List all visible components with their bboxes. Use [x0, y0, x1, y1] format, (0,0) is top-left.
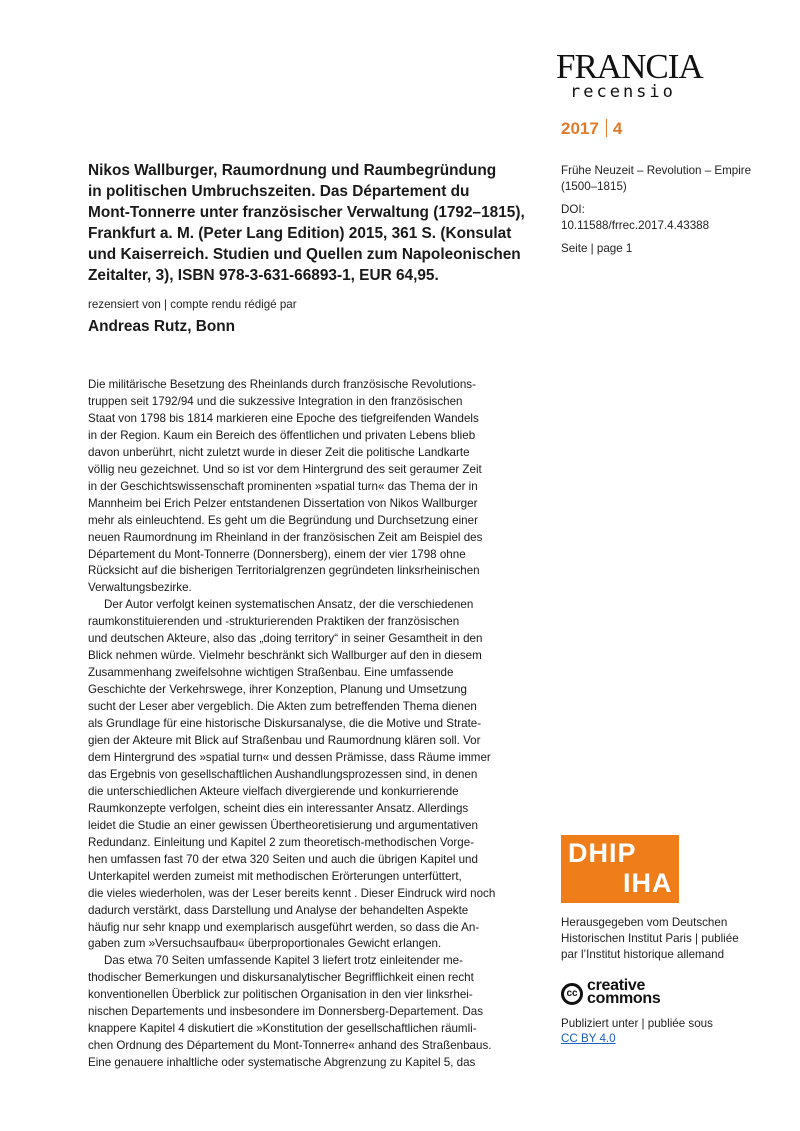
francia-recensio-logo	[556, 47, 716, 102]
body-line: hen umfassen fast 70 der etwa 320 Seiten und auch die übrigen Kapitel und	[88, 852, 478, 866]
body-line: Zusammenhang zweifelsohne wichtigen Straßenbau. Eine umfassende	[88, 666, 454, 680]
body-line: in der Geschichtswissenschaft prominenten »spatial turn« das Thema der in	[88, 479, 478, 493]
issue-label	[561, 119, 622, 139]
body-line: Redundanz. Einleitung und Kapitel 2 zum theoretisch-methodischen Vorge-	[88, 835, 475, 849]
body-line: und deutschen Akteure, also das „doing territory“ in seiner Gesamtheit in den	[88, 632, 483, 646]
dhip-iha-logo	[561, 835, 679, 903]
publisher-line-2: Historischen Institut Paris | publiée	[561, 932, 739, 945]
creative-commons-logo	[561, 977, 691, 1012]
logo-francia-text: FRANCIA	[556, 47, 703, 86]
cc-wordmark-line-2: commons	[587, 990, 661, 1007]
body-line: Blick nehmen würde. Vielmehr beschränkt sich Wallburger auf den in diesem	[88, 649, 482, 663]
publisher-line-1: Herausgegeben vom Deutschen	[561, 916, 728, 929]
body-line: dem Hintergrund des »spatial turn« und dessen Prämisse, dass Räume immer	[88, 750, 491, 764]
body-line: raumkonstituierenden und -strukturierenden Praktiken der französischen	[88, 615, 460, 629]
body-line: dadurch verstärkt, dass Darstellung und Analyse der behandelten Aspekte	[88, 903, 469, 917]
title-line: Frankfurt a. M. (Peter Lang Edition) 2015, 361 S. (Konsulat	[88, 225, 512, 242]
body-line: Mannheim bei Erich Pelzer entstandenen Dissertation von Nikos Wallburger	[88, 496, 478, 510]
dhip-text: DHIP	[568, 838, 637, 868]
body-line: Eine genauere inhaltliche oder systematische Abgrenzung zu Kapitel 5, das	[88, 1056, 476, 1070]
body-line: knappere Kapitel 4 diskutiert die »Konstitution der gesellschaftlichen räumli-	[88, 1022, 477, 1036]
body-line: konventionellen Überblick zur politischen Organisation in den vier linksrhei-	[88, 988, 473, 1002]
body-line: sucht der Leser aber vergeblich. Die Akten zum betreffenden Thema dienen	[88, 700, 477, 714]
body-line: gaben zum »Versuchsaufbau« überproportionales Gewicht erlangen.	[88, 937, 442, 951]
body-line: chen Ordnung des Département du Mont-Tonnerre« anhand des Straßenbaus.	[88, 1039, 492, 1053]
body-line: Unterkapitel werden zumeist mit methodischen Erörterungen unterfüttert,	[88, 869, 462, 883]
body-line: die vieles wiederholen, was der Leser bereits kennt . Dieser Eindruck wird noch	[88, 886, 496, 900]
body-line: Rücksicht auf die bisherigen Territorialgrenzen gegründeten linksrheinischen	[88, 564, 480, 578]
body-line: Geschichte der Verkehrswege, ihrer Konzeption, Planung und Umsetzung	[88, 683, 467, 697]
body-line: Département du Mont-Tonnerre (Donnersberg), einem der vier 1798 ohne	[88, 547, 466, 561]
cc-icon: cc	[561, 983, 583, 1005]
body-line: mehr als einleuchtend. Es geht um die Begründung und Durchsetzung einer	[88, 513, 478, 527]
license-link[interactable]: CC BY 4.0	[561, 1032, 616, 1045]
body-line: in der Region. Kaum ein Bereich des öffentlichen und privaten Lebens blieb	[88, 428, 476, 442]
title-line: Zeitalter, 3), ISBN 978-3-631-66893-1, EUR 64,95.	[88, 267, 439, 284]
publisher-line-3: par l’Institut historique allemand	[561, 948, 725, 961]
body-line: davon unberührt, nicht zuletzt wurde in dieser Zeit die politische Landkarte	[88, 445, 470, 459]
reviewed-by-label: rezensiert von | compte rendu rédigé par	[88, 298, 297, 311]
license-text: Publiziert unter | publiée sous	[561, 1017, 713, 1030]
review-body	[88, 377, 513, 1072]
body-line: gien der Akteure mit Blick auf Straßenbau und Raumordnung klären soll. Vor	[88, 734, 481, 748]
issue-separator	[606, 119, 607, 137]
body-line: Das etwa 70 Seiten umfassende Kapitel 3 liefert trotz einleitender me-	[104, 954, 463, 968]
cc-wordmark-line-1: creative	[587, 977, 646, 994]
issue-number: 4	[612, 119, 623, 138]
doi-value: 10.11588/frrec.2017.4.43388	[561, 219, 710, 232]
body-line: die unterschiedlichen Akteure vielfach divergierende und konkurrierende	[88, 784, 459, 798]
issue-year: 2017	[561, 119, 599, 138]
body-line: völlig neu gezeichnet. Und so ist vor dem Hintergrund des seit geraumer Zeit	[88, 462, 482, 476]
body-line: als Grundlage für eine historische Diskursanalyse, die die Motive und Strate-	[88, 717, 482, 731]
title-line: Mont-Tonnerre unter französischer Verwaltung (1792–1815),	[88, 204, 525, 221]
body-line: thodischer Bemerkungen und diskursanalytischer Begrifflichkeit einen recht	[88, 971, 474, 985]
body-line: leidet die Studie an einer gewissen Übertheoretisierung und argumentativen	[88, 818, 478, 832]
title-line: in politischen Umbruchszeiten. Das Département du	[88, 183, 470, 200]
review-title	[88, 160, 528, 286]
logo-recensio-text: recensio	[570, 82, 676, 102]
body-line: Verwaltungsbezirke.	[88, 581, 192, 595]
period-line-2: (1500–1815)	[561, 180, 627, 193]
body-line: das Ergebnis von gesellschaftlichen Aushandlungsprozessen sind, in denen	[88, 767, 478, 781]
license-note	[561, 1016, 761, 1046]
period-line-1: Frühe Neuzeit – Revolution – Empire	[561, 164, 752, 177]
body-line: truppen seit 1792/94 und die sukzessive Integration in den französischen	[88, 394, 463, 408]
body-line: Staat von 1798 bis 1814 markieren eine Epoche des tiefgreifenden Wandels	[88, 411, 479, 425]
body-line: nischen Departements und insbesondere im Donnersberg-Departement. Das	[88, 1005, 484, 1019]
publisher-note	[561, 915, 761, 963]
body-line: Der Autor verfolgt keinen systematischen Ansatz, der die verschiedenen	[104, 598, 474, 612]
iha-text: IHA	[623, 868, 673, 898]
doi-label: DOI:	[561, 203, 585, 216]
title-line: und Kaiserreich. Studien und Quellen zum Napoleonischen	[88, 246, 521, 263]
title-line: Nikos Wallburger, Raumordnung und Raumbegründung	[88, 162, 497, 179]
article-meta	[561, 163, 761, 257]
body-line: neuen Raumordnung im Rheinland in der französischen Zeit am Beispiel des	[88, 530, 483, 544]
body-line: Raumkonzepte verfolgen, scheint dies ein interessanter Ansatz. Allerdings	[88, 801, 469, 815]
reviewer-name: Andreas Rutz, Bonn	[88, 318, 236, 335]
body-line: häufig nur sehr knapp und exemplarisch ausgeführt werden, so dass die An-	[88, 920, 480, 934]
body-line: Die militärische Besetzung des Rheinlands durch französische Revolutions-	[88, 378, 476, 391]
page-number: Seite | page 1	[561, 242, 633, 255]
cc-wordmark	[587, 979, 660, 1005]
